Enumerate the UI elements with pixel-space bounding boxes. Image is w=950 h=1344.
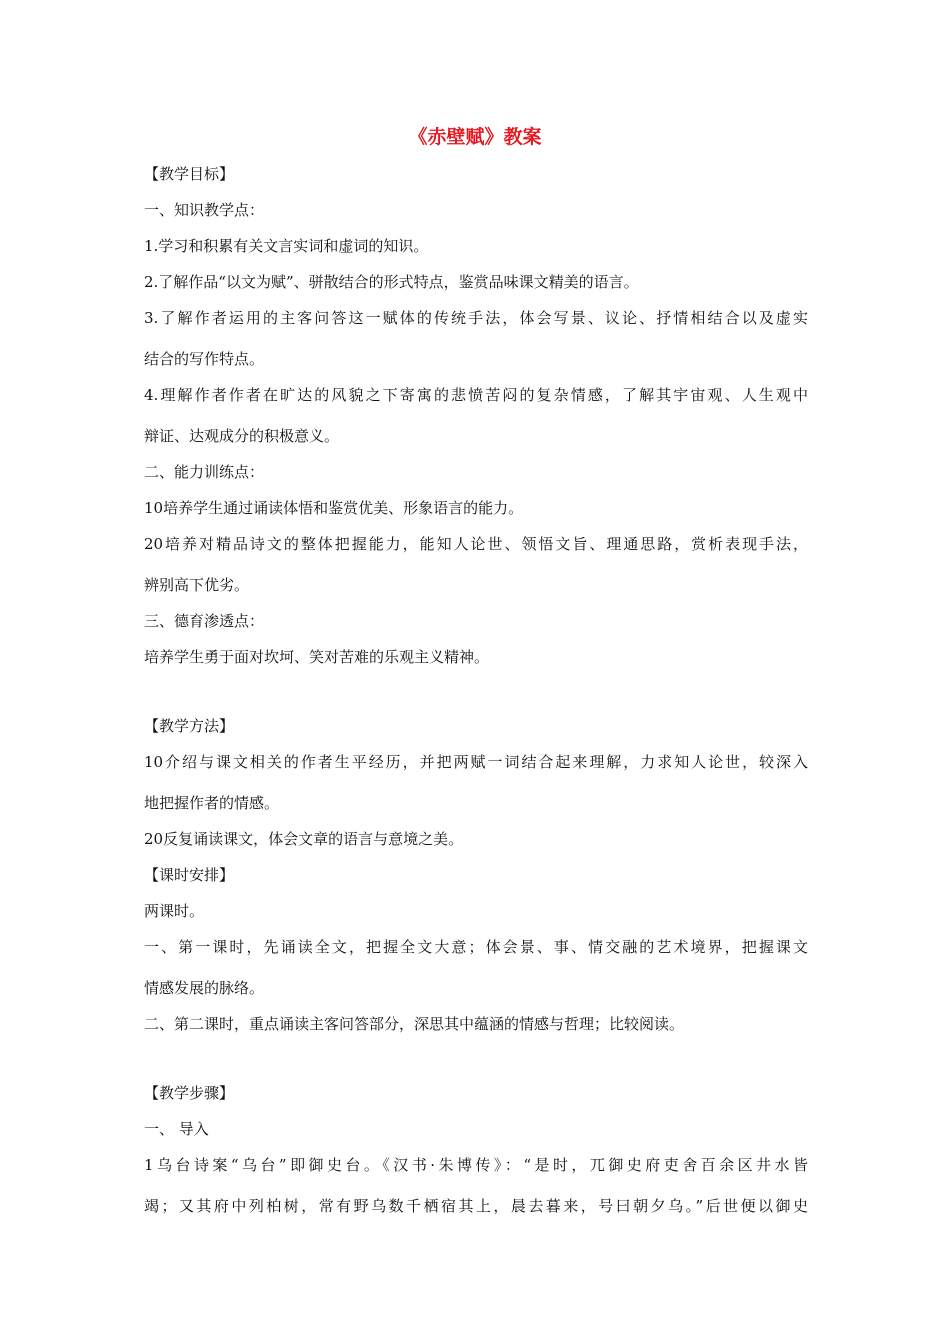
- section-heading-objectives: 【教学目标】: [144, 165, 235, 183]
- paragraph-line: 辩证、达观成分的积极意义。: [144, 427, 340, 445]
- paragraph-line: 20反复诵读课文，体会文章的语言与意境之美。: [144, 830, 464, 848]
- subheading-introduction: 一、 导入: [144, 1120, 209, 1138]
- subheading-knowledge: 一、知识教学点：: [144, 201, 265, 219]
- paragraph-line: 两课时。: [144, 902, 205, 920]
- subheading-moral: 三、德育渗透点：: [144, 612, 265, 630]
- paragraph-line: 10培养学生通过诵读体悟和鉴赏优美、形象语言的能力。: [144, 499, 524, 517]
- document-title: 《赤壁赋》教案: [408, 126, 542, 148]
- paragraph-line: 1乌台诗案“乌台”即御史台。《汉书·朱博传》：“是时，兀御史府吏舍百余区井水皆: [144, 1156, 808, 1174]
- subheading-ability: 二、能力训练点：: [144, 463, 265, 481]
- paragraph-line: 情感发展的脉络。: [144, 979, 265, 997]
- paragraph-line: 结合的写作特点。: [144, 350, 265, 368]
- paragraph-line: 二、第二课时，重点诵读主客问答部分，深思其中蕴涵的情感与哲理；比较阅读。: [144, 1015, 685, 1033]
- section-heading-schedule: 【课时安排】: [144, 866, 235, 884]
- paragraph-line: 竭；又其府中列柏树，常有野乌数千栖宿其上，晨去暮来，号曰朝夕乌。”后世便以御史: [144, 1197, 808, 1215]
- paragraph-line: 20培养对精品诗文的整体把握能力，能知人论世、领悟文旨、理通思路，赏析表现手法，: [144, 535, 808, 553]
- paragraph-line: 辨别高下优劣。: [144, 576, 250, 594]
- section-heading-methods: 【教学方法】: [144, 717, 235, 735]
- paragraph-line: 培养学生勇于面对坎坷、笑对苦难的乐观主义精神。: [144, 648, 490, 666]
- section-heading-steps: 【教学步骤】: [144, 1084, 235, 1102]
- paragraph-line: 10介绍与课文相关的作者生平经历，并把两赋一词结合起来理解，力求知人论世，较深入: [144, 753, 808, 771]
- paragraph-line: 4.理解作者作者在旷达的风貌之下寄寓的悲愤苦闷的复杂情感，了解其宇宙观、人生观中: [144, 386, 808, 404]
- paragraph-line: 2.了解作品“以文为赋”、骈散结合的形式特点，鉴赏品味课文精美的语言。: [144, 273, 639, 291]
- paragraph-line: 3.了解作者运用的主客问答这一赋体的传统手法，体会写景、议论、抒情相结合以及虚实: [144, 309, 808, 327]
- paragraph-line: 一、第一课时，先诵读全文，把握全文大意；体会景、事、情交融的艺术境界，把握课文: [144, 938, 808, 956]
- paragraph-line: 地把握作者的情感。: [144, 794, 280, 812]
- paragraph-line: 1.学习和积累有关文言实词和虚词的知识。: [144, 237, 429, 255]
